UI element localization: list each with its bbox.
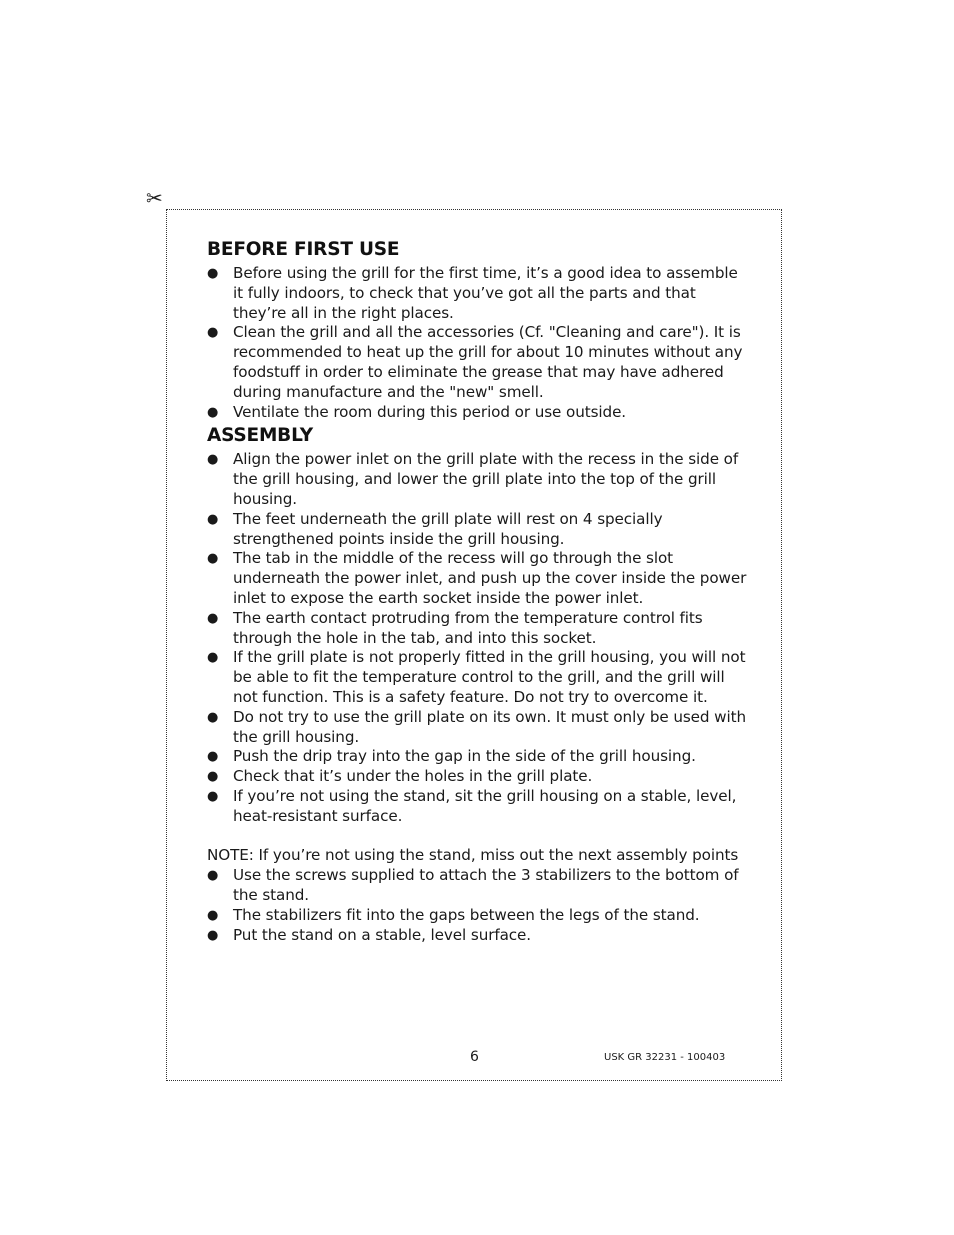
bullet-icon: ●: [207, 266, 219, 281]
assembly-heading: ASSEMBLY: [207, 425, 313, 447]
bullet-icon: ●: [207, 452, 219, 468]
bullet-icon: ●: [207, 788, 219, 804]
list-item: ● Ventilate the room during this period or use outside.: [207, 402, 627, 421]
bullet-icon: ●: [207, 404, 219, 420]
list-item: ● The stabilizers fit into the gaps between the legs of the stand.: [207, 905, 700, 924]
list-item: ● Check that it’s under the holes in the grill plate.: [207, 767, 593, 786]
bullet-icon: ●: [207, 551, 219, 567]
list-item: ● Before using the grill for the first time, it’s a good idea to assemble it fully indoors, to check that you’ve got all the parts and that they’re all in the right places.: [207, 264, 738, 322]
bullet-icon: ●: [207, 709, 219, 725]
bullet-icon: ●: [207, 511, 219, 527]
list-item: ● The tab in the middle of the recess will go through the slot underneath the power inlet, and push up the cover inside the power inlet to expose the earth socket inside the power inlet.: [207, 549, 747, 607]
list-item: ● Clean the grill and all the accessories (Cf. "Cleaning and care"). It is recommended to heat up the grill for about 10 minutes without any foodstuff in order to eliminate the grease that may have adhered during manufacture and the "new" smell.: [207, 323, 743, 401]
list-item: ● Push the drip tray into the gap in the side of the grill housing.: [207, 747, 696, 766]
bullet-icon: ●: [207, 868, 219, 884]
stand-assembly-list: [207, 866, 752, 945]
list-item: ● The earth contact protruding from the temperature control fits through the hole in the tab, and into this socket.: [207, 608, 703, 647]
list-item: ● If the grill plate is not properly fitted in the grill housing, you will not be able to fit the temperature control to the grill, and the grill will not function. This is a safety feature. Do not try to overcome it.: [207, 648, 746, 706]
bullet-icon: ●: [207, 610, 219, 626]
before-first-use-heading: BEFORE FIRST USE: [207, 239, 400, 260]
scissors-icon: ✂: [146, 186, 163, 210]
page-number: 6: [470, 1049, 479, 1065]
list-item: ● The feet underneath the grill plate will rest on 4 specially strengthened points inside the grill housing.: [207, 509, 663, 548]
page-content: [207, 236, 752, 945]
list-item: ● Do not try to use the grill plate on its own. It must only be used with the grill housing.: [207, 707, 746, 746]
assembly-note: NOTE: If you’re not using the stand, miss out the next assembly points: [207, 846, 739, 865]
bullet-icon: ●: [207, 650, 219, 666]
list-item: ● Align the power inlet on the grill plate with the recess in the side of the grill housing, and lower the grill plate into the top of the grill housing.: [207, 450, 739, 508]
document-code: USK GR 32231 - 100403: [604, 1052, 726, 1063]
bullet-icon: ●: [207, 927, 219, 943]
before-first-use-list: [207, 264, 752, 422]
list-item: ● Put the stand on a stable, level surface.: [207, 925, 532, 944]
bullet-icon: ●: [207, 769, 219, 785]
bullet-icon: ●: [207, 325, 219, 341]
bullet-icon: ●: [207, 907, 219, 923]
list-item: ● If you’re not using the stand, sit the grill housing on a stable, level, heat-resistant surface.: [207, 786, 737, 825]
list-item: ● Use the screws supplied to attach the 3 stabilizers to the bottom of the stand.: [207, 866, 739, 904]
assembly-list: [207, 450, 752, 826]
bullet-icon: ●: [207, 749, 219, 765]
